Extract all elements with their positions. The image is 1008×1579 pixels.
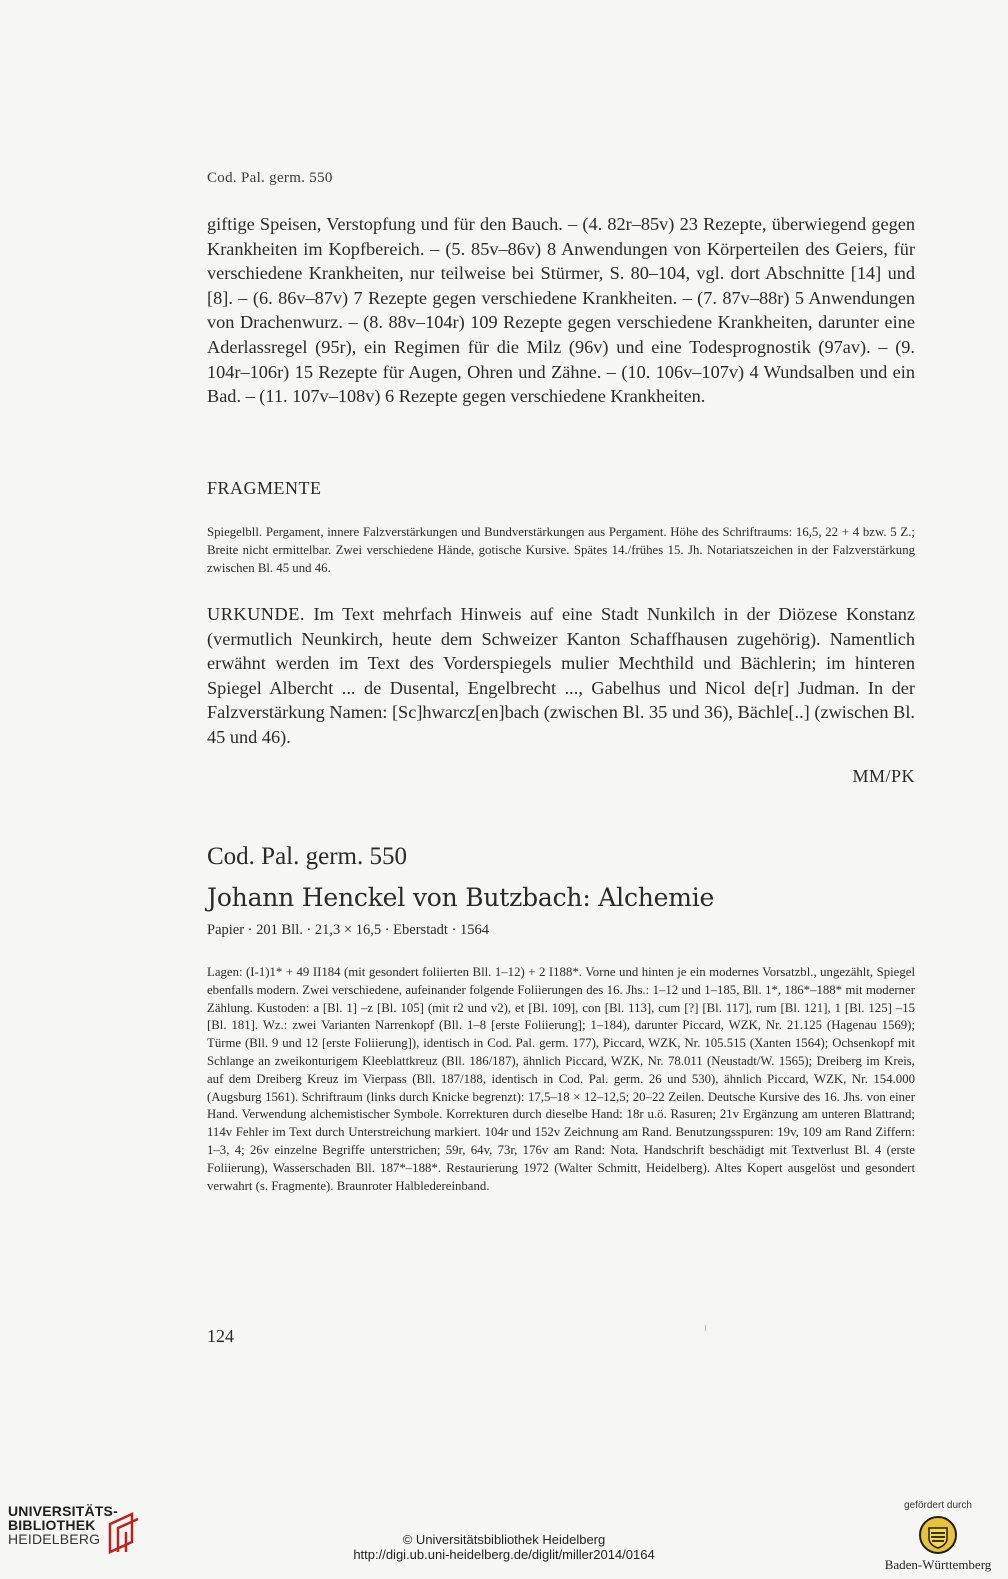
funder-block: [878, 1500, 998, 1573]
fragmente-text: Spiegelbll. Pergament, innere Falzverstärkungen und Bundverstärkungen aus Pergament. Höhe des Schriftraums: 16,5, 22 + 4 bzw. 5 Z.; Breite nicht ermittelbar. Zwei verschiedene Hände, gotische Kursive. Spätes 14./frühes 15. Jh. Notariatszeichen in der Falzverstärkung zwischen Bl. 45 und 46.: [207, 525, 915, 575]
urkunde-paragraph: [207, 602, 915, 749]
copyright-block: [0, 1532, 1008, 1562]
page-number: 124: [207, 1326, 234, 1346]
digitization-footer: [0, 1492, 1008, 1579]
description-text: Lagen: (I-1)1* + 49 II184 (mit gesondert foliierten Bll. 1–12) + 2 I188*. Vorne und hinten je ein modernes Vorsatzbl., ungezählt, Spiegel ebenfalls modern. Zwei verschiedene, aufeinander folgende Foliierungen des 16. Jhs.: 1–12 und 1–185, Bll. 1*, 186*–188* mit moderner Zählung. Kustoden: a [Bl. 1] –z [Bl. 105] (mit r2 und v2), et [Bl. 109], con [Bl. 113], cum [?] [Bl. 117], rum [Bl. 121], 1 [Bl. 125] –15 [Bl. 181]. Wz.: zwei Varianten Narrenkopf (Bll. 1–8 [erste Foliierung]; 1–184), darunter Piccard, WZK, Nr. 21.125 (Hagenau 1569); Türme (Bll. 9 und 12 [erste Foliierung]), identisch in Cod. Pal. germ. 177), Piccard, WZK, Nr. 105.515 (Xanten 1564); Ochsenkopf mit Schlange an zweikonturigem Kleeblattkreuz (Bll. 186/187), ähnlich Piccard, WZK, Nr. 78.011 (Neustadt/W. 1565); Dreiberg im Kreis, auf dem Dreiberg Kreuz im Vierpass (Bll. 187/188, identisch in Cod. Pal. germ. 26 und 530), ähnlich Piccard, WZK, Nr. 154.000 (Augsburg 1561). Schriftraum (links durch Knicke begrenzt): 17,5–18 × 12–12,5; 20–22 Zeilen. Deutsche Kursive des 16. Jhs. von einer Hand. Verwendung alchemistischer Symbole. Korrekturen durch dieselbe Hand: 18r u.ö. Rasuren; 21v Ergänzung am unteren Blattrand; 114v Fehler im Text durch Unterstreichung markiert. 104r und 152v Zeichnung am Rand. Benutzungsspuren: 19v, 109 am Rand Ziffern: 1–3, 4; 26v einzelne Begriffe unterstrichen; 59r, 64v, 73r, 176v am Rand: Nota. Handschrift beschädigt mit Textverlust Bl. 4 (erste Foliierung), Wasserschaden Bll. 187*–188*. Restaurierung 1972 (Walter Schmitt, Heidelberg). Altes Kopert ausgelöst und gesondert verwahrt (s. Fragmente). Braunroter Halbledereinband.: [207, 965, 915, 1193]
author-initials: MM/PK: [852, 766, 915, 786]
library-name-line-3: HEIDELBERG: [8, 1531, 101, 1547]
contents-paragraph: [207, 212, 915, 409]
paper-speck: [705, 1325, 706, 1331]
copyright-text: © Universitätsbibliothek Heidelberg: [402, 1532, 606, 1547]
library-name-line-2: BIBLIOTHEK: [8, 1517, 96, 1533]
contents-text: giftige Speisen, Verstopfung und für den Bauch. – (4. 82r–85v) 23 Rezepte, überwiegend gegen Krankheiten im Kopfbereich. – (5. 85v–86v) 8 Anwendungen von Körperteilen des Geiers, für verschiedene Krankheiten, nur teilweise bei Stürmer, S. 80–104, vgl. dort Abschnitte [14] und [8]. – (6. 86v–87v) 7 Rezepte gegen verschiedene Krankheiten. – (7. 87v–88r) 5 Anwendungen von Drachenwurz. – (8. 88v–104r) 109 Rezepte gegen verschiedene Krankheiten, darunter eine Aderlassregel (95r), ein Regimen für die Milz (96v) und eine Todesprognostik (97av). – (9. 104r–106r) 15 Rezepte für Augen, Ohren und Zähne. – (10. 106v–107v) 4 Wundsalben und ein Bad. – (11. 107v–108v) 6 Rezepte gegen verschiedene Krankheiten.: [207, 214, 915, 407]
permalink[interactable]: http://digi.ub.uni-heidelberg.de/diglit/miller2014/0164: [353, 1547, 655, 1562]
work-title: Johann Henckel von Butzbach: Alchemie: [207, 883, 715, 912]
running-head: Cod. Pal. germ. 550: [207, 170, 333, 186]
state-crest-icon: [918, 1515, 958, 1555]
fragmente-paragraph: [207, 524, 915, 577]
physical-description: Papier · 201 Bll. · 21,3 × 16,5 · Eberstadt · 1564: [207, 922, 490, 938]
funded-by-label: gefördert durch: [904, 1500, 972, 1511]
shelfmark-heading: Cod. Pal. germ. 550: [207, 843, 407, 870]
urkunde-text: Im Text mehrfach Hinweis auf eine Stadt Nunkilch in der Diözese Konstanz (vermutlich Neunkirch, heute dem Schweizer Kanton Schaffhausen zugehörig). Namentlich erwähnt werden im Text des Vorderspiegels mulier Mechthild und Bächlerin; im hinteren Spiegel Albercht ... de Dusental, Engelbrecht ..., Gabelhus und Nicol de[r] Judman. In der Falzverstärkung Namen: [Sc]hwarcz[en]bach (zwischen Bl. 35 und 36), Bächle[..] (zwischen Bl. 45 und 46).: [207, 604, 915, 747]
codicological-description: [207, 964, 915, 1195]
library-name-line-1: UNIVERSITÄTS-: [8, 1503, 118, 1519]
funder-name: Baden-Württemberg: [884, 1557, 992, 1572]
urkunde-heading: URKUNDE.: [207, 604, 305, 624]
section-heading-fragmente: FRAGMENTE: [207, 478, 322, 498]
